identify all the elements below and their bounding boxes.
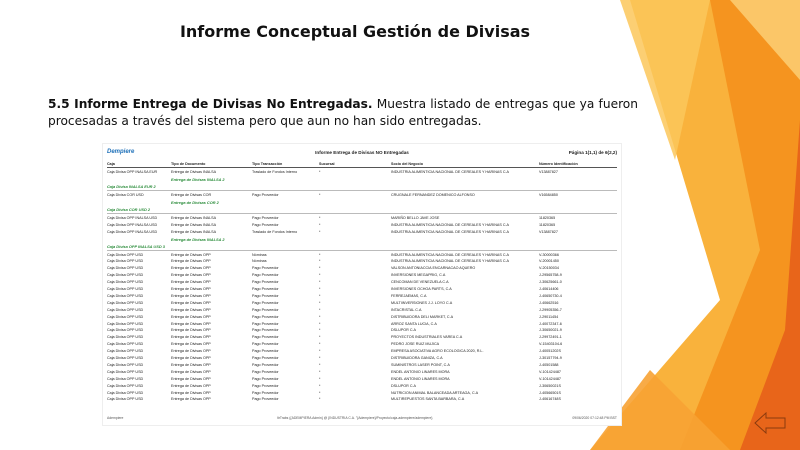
- table-cell: *: [319, 252, 321, 257]
- table-cell: J-30650021-9: [539, 328, 562, 333]
- table-cell: J-40662516: [539, 300, 559, 305]
- table-cell: Entrega de Divisas OPP: [171, 280, 211, 285]
- table-cell: Caja Divisa COR USD: [107, 192, 144, 197]
- table-cell: V13887827: [539, 229, 558, 234]
- table-cell: Entrega de Divisas OPP: [171, 390, 211, 395]
- footer-left: Adempiere: [107, 416, 124, 420]
- table-cell: Pago Proveedor: [252, 293, 279, 298]
- table-cell: Caja Divisa OPP USD: [107, 287, 144, 291]
- table-cell: 11820365: [539, 215, 556, 220]
- table-cell: Entrega de Divisas OPP: [171, 321, 211, 326]
- table-cell: Caja Divisa OPP USD: [107, 328, 144, 333]
- table-cell: V13887827: [539, 170, 558, 174]
- table-cell: Entrega de Divisas INALSA: [171, 229, 217, 234]
- table-cell: *: [319, 321, 321, 326]
- table-row: [107, 300, 617, 306]
- table-cell: J-30625661-0: [539, 280, 562, 285]
- table-cell: Caja Divisa OPP INALSA USD: [107, 215, 158, 220]
- table-row: [107, 286, 617, 292]
- table-cell: INVERSIONES MEGAPRIG, C.A: [391, 273, 446, 278]
- table-row: [107, 383, 617, 389]
- table-row: [107, 369, 617, 375]
- table-cell: Entrega de Divisas OPP: [171, 259, 211, 264]
- table-cell: Entrega de Divisas INALSA: [171, 215, 217, 220]
- table-row: [107, 272, 617, 278]
- table-row: [107, 215, 617, 221]
- header-divider: [107, 167, 617, 168]
- table-cell: V-30000366: [539, 252, 559, 257]
- table-cell: PEDRO JOSE RUIZ MUJICA: [391, 342, 440, 347]
- table-cell: *: [319, 397, 321, 402]
- group-label: Caja Divisa OPP INALSA USD 3: [107, 243, 165, 249]
- table-cell: INDUSTRIA ALIMENTICIA NACIONAL DE CEREALES Y HARINAS C.A: [391, 170, 509, 174]
- table-cell: Entrega de Divisas INALSA: [171, 222, 217, 227]
- table-cell: Caja Divisa OPP USD: [107, 321, 144, 326]
- table-cell: Caja Divisa OPP USD: [107, 335, 144, 340]
- table-cell: Entrega de Divisas OPP: [171, 369, 211, 374]
- table-cell: Entrega de Divisas OPP: [171, 356, 211, 360]
- table-row: [107, 321, 617, 327]
- table-cell: ENDEL ANTONIO LINARES MORA: [391, 376, 450, 381]
- table-row: [107, 222, 617, 228]
- table-cell: Pago Proveedor: [252, 335, 279, 340]
- report-brand-logo: Dempiere: [107, 149, 135, 155]
- table-cell: Caja Divisa OPP USD: [107, 314, 144, 319]
- table-cell: Entrega de Divisas OPP: [171, 328, 211, 333]
- group-divider: [107, 250, 617, 251]
- group-label: Caja Divisa INALSA EUR 2: [107, 183, 156, 189]
- table-row: [107, 341, 617, 347]
- table-cell: Caja Divisa OPP USD: [107, 383, 144, 388]
- table-cell: Caja Divisa OPP USD: [107, 266, 144, 271]
- arrow-left-icon[interactable]: [754, 412, 786, 434]
- table-row: [107, 307, 617, 313]
- table-cell: INTACRISTAL C.A: [391, 307, 422, 312]
- table-cell: PROYECTOS INDUSTRIALES VAREA C.A: [391, 335, 463, 340]
- table-cell: *: [319, 266, 321, 271]
- table-cell: Entrega de Divisas OPP: [171, 273, 211, 278]
- table-cell: Entrega de Divisas OPP: [171, 376, 211, 381]
- table-cell: *: [319, 376, 321, 381]
- table-cell: DSLUPOR C.A: [391, 328, 416, 333]
- table-cell: J-29905356-7: [539, 307, 562, 312]
- table-cell: *: [319, 328, 321, 333]
- table-cell: V-101424487: [539, 376, 561, 381]
- table-cell: Pago Proveedor: [252, 383, 279, 388]
- table-cell: CENCOMAN DE VENEZUELA C.A: [391, 280, 449, 285]
- table-cell: V-20150034: [539, 266, 559, 271]
- table-cell: Entrega de Divisas OPP: [171, 342, 211, 347]
- table-cell: J-40614406: [539, 287, 559, 291]
- table-cell: *: [319, 362, 321, 367]
- table-row: [107, 396, 617, 402]
- table-cell: Pago Proveedor: [252, 321, 279, 326]
- column-header: Caja: [107, 162, 115, 166]
- table-cell: DSLUPOR C.A: [391, 383, 416, 388]
- table-cell: Entrega de Divisas OPP: [171, 252, 211, 257]
- table-cell: Pago Proveedor: [252, 369, 279, 374]
- table-cell: Caja Divisa OPP USD: [107, 259, 144, 264]
- table-cell: *: [319, 300, 321, 305]
- footer-center: ltrTrabs ({ADEMPIERA Admin} @ {INDUSTRIA C.A. "{Adempiere}/Proyecto/caja-adempiere/adempiere}: [277, 416, 433, 420]
- table-cell: *: [319, 259, 321, 264]
- table-cell: Traslado de Fondos Interno: [252, 229, 298, 234]
- group-divider: [107, 190, 617, 191]
- table-cell: *: [319, 229, 321, 234]
- table-row: [107, 252, 617, 258]
- table-cell: Entrega de Divisas COR: [171, 192, 212, 197]
- subtotal-label: Entrega de Divisas INALSA 2: [171, 237, 225, 242]
- table-cell: *: [319, 273, 321, 278]
- table-cell: *: [319, 293, 321, 298]
- table-cell: DISTRIBUIDORA DELI MARKET, C.A: [391, 314, 454, 319]
- table-cell: Entrega de Divisas OPP: [171, 314, 211, 319]
- report-screenshot: [102, 143, 622, 426]
- table-cell: Entrega de Divisas OPP: [171, 383, 211, 388]
- table-cell: J-30650021S: [539, 383, 561, 388]
- table-cell: Caja Divisa OPP INALSA USD: [107, 222, 158, 227]
- table-cell: J-40566501S: [539, 390, 561, 395]
- table-cell: *: [319, 335, 321, 340]
- table-cell: J-29011454: [539, 314, 559, 319]
- table-cell: MULTIINVERSIONES J.J. LOYO C.A: [391, 300, 453, 305]
- table-cell: CRUGNALE FERNANDEZ DOMENICO ALFONSO: [391, 192, 475, 197]
- table-cell: INDUSTRIA ALIMENTICIA NACIONAL DE CEREALES Y HARINAS C.A: [391, 252, 509, 257]
- table-cell: Pago Proveedor: [252, 287, 279, 291]
- table-row: [107, 334, 617, 340]
- table-cell: V-101424487: [539, 369, 561, 374]
- subtotal-label: Entrega de Divisas INALSA 2: [171, 177, 225, 183]
- table-cell: Caja Divisa OPP USD: [107, 307, 144, 312]
- table-cell: Pago Proveedor: [252, 273, 279, 278]
- table-cell: Caja Divisa OPP USD: [107, 273, 144, 278]
- slide-title: Informe Conceptual Gestión de Divisas: [179, 22, 531, 41]
- section-paragraph: [48, 96, 638, 130]
- table-cell: Caja Divisa OPP USD: [107, 342, 144, 347]
- table-cell: Pago Proveedor: [252, 192, 279, 197]
- table-cell: INDUSTRIA ALIMENTICIA NACIONAL DE CEREALES Y HARINAS C.A: [391, 259, 509, 264]
- table-cell: Entrega de Divisas OPP: [171, 349, 211, 354]
- table-cell: Pago Proveedor: [252, 280, 279, 285]
- table-row: [107, 192, 617, 198]
- table-cell: Caja Divisa OPP USD: [107, 369, 144, 374]
- table-cell: *: [319, 192, 321, 197]
- column-header: Tipo Transacción: [252, 162, 283, 166]
- table-cell: J-40650730-4: [539, 293, 562, 298]
- table-cell: EMPRESA ASOCIATIVA AGRO ECOLOGICA 2020, R.L.: [391, 349, 484, 354]
- table-cell: Entrega de Divisas OPP: [171, 362, 211, 367]
- table-cell: Pago Proveedor: [252, 314, 279, 319]
- table-cell: Caja Divisa OPP USD: [107, 356, 144, 360]
- table-cell: ENDEL ANTONIO LINARES MORA: [391, 369, 450, 374]
- table-cell: 11820365: [539, 222, 556, 227]
- table-cell: SUMINISTROS LASER POINT, C.A: [391, 362, 450, 367]
- table-row: [107, 355, 617, 361]
- table-cell: Pago Proveedor: [252, 376, 279, 381]
- table-cell: Caja Divisa OPP INALSA USD: [107, 229, 158, 234]
- table-cell: *: [319, 314, 321, 319]
- group-divider: [107, 213, 617, 214]
- table-cell: Pago Proveedor: [252, 328, 279, 333]
- group-label: Caja Divisa COR USD 2: [107, 206, 151, 212]
- table-cell: Pago Proveedor: [252, 215, 279, 220]
- table-cell: Caja Divisa OPP USD: [107, 349, 144, 354]
- table-cell: Entrega de Divisas INALSA: [171, 170, 217, 174]
- table-row: [107, 258, 617, 264]
- table-cell: *: [319, 349, 321, 354]
- table-row: [107, 229, 617, 235]
- table-cell: Pago Proveedor: [252, 266, 279, 271]
- table-cell: *: [319, 356, 321, 360]
- table-cell: *: [319, 215, 321, 220]
- table-cell: Caja Divisa OPP INALSA EUR: [107, 170, 158, 174]
- table-cell: J-29565758-9: [539, 273, 562, 278]
- table-cell: *: [319, 390, 321, 395]
- footer-right: 09/06/2020 07:12:48 PM BST: [572, 416, 617, 420]
- table-cell: *: [319, 170, 321, 174]
- table-cell: Entrega de Divisas OPP: [171, 335, 211, 340]
- column-header: Tipo de Documento: [171, 162, 206, 166]
- section-heading: 5.5 Informe Entrega de Divisas No Entregadas.: [48, 97, 373, 111]
- table-cell: MULTIREPUESTOS SANTA BARBARA, C.A: [391, 397, 465, 402]
- table-cell: Nóminas: [252, 252, 267, 257]
- table-cell: Traslado de Fondos Interno: [252, 170, 298, 174]
- table-row: [107, 293, 617, 299]
- table-cell: Caja Divisa OPP USD: [107, 293, 144, 298]
- table-cell: V-20001450: [539, 259, 559, 264]
- table-cell: INDUSTRIA ALIMENTICIA NACIONAL DE CEREALES Y HARINAS C.A: [391, 229, 509, 234]
- report-page-number: Página 1(1,1) de 6(2,2): [568, 150, 617, 155]
- table-cell: Caja Divisa OPP USD: [107, 390, 144, 395]
- table-cell: *: [319, 383, 321, 388]
- table-row: [107, 169, 617, 175]
- column-header: Número Identificación: [539, 162, 578, 166]
- column-header: Sucursal: [319, 162, 335, 166]
- table-cell: V-15403104-6: [539, 342, 563, 347]
- table-cell: J-40072347-6: [539, 321, 562, 326]
- table-row: [107, 376, 617, 382]
- table-cell: J-40501588: [539, 362, 559, 367]
- table-row: [107, 348, 617, 354]
- table-cell: Entrega de Divisas OPP: [171, 266, 211, 271]
- table-cell: J-30157794-9: [539, 356, 562, 360]
- table-cell: *: [319, 222, 321, 227]
- table-cell: Pago Proveedor: [252, 307, 279, 312]
- table-cell: Pago Proveedor: [252, 222, 279, 227]
- table-cell: Entrega de Divisas OPP: [171, 293, 211, 298]
- table-cell: ARROZ SANTA LUCIA, C.A: [391, 321, 437, 326]
- subtotal-label: Entrega de Divisas COR 2: [171, 200, 219, 206]
- table-row: [107, 362, 617, 368]
- column-header: Socio del Negocio: [391, 162, 423, 166]
- table-cell: Entrega de Divisas OPP: [171, 300, 211, 305]
- table-cell: DISTRIBUIDORA GANIZA, C.A: [391, 356, 443, 360]
- table-cell: J-29972491-1: [539, 335, 562, 340]
- table-cell: Entrega de Divisas OPP: [171, 287, 211, 291]
- table-cell: J-40616748S: [539, 397, 561, 402]
- table-cell: NUTRICION ANIMAL BALANCEADA ARTEAGA, C.A: [391, 390, 479, 395]
- table-cell: MARIÑO BELLO JAVE JOSE: [391, 215, 440, 220]
- table-cell: Caja Divisa OPP USD: [107, 300, 144, 305]
- table-cell: Pago Proveedor: [252, 342, 279, 347]
- table-cell: *: [319, 369, 321, 374]
- table-cell: Pago Proveedor: [252, 349, 279, 354]
- report-footer: [107, 415, 617, 421]
- table-cell: J-40051202S: [539, 349, 561, 354]
- section-description: Muestra listado de entregas que ya fueron procesadas a través del sistema pero que aun no han sido entregadas.: [48, 97, 638, 128]
- table-cell: Caja Divisa OPP USD: [107, 362, 144, 367]
- table-cell: Pago Proveedor: [252, 397, 279, 402]
- table-cell: Caja Divisa OPP USD: [107, 252, 144, 257]
- table-cell: Pago Proveedor: [252, 300, 279, 305]
- table-cell: Caja Divisa OPP USD: [107, 376, 144, 381]
- table-cell: Entrega de Divisas OPP: [171, 397, 211, 402]
- table-row: [107, 265, 617, 271]
- table-cell: Caja Divisa OPP USD: [107, 397, 144, 402]
- table-cell: Pago Proveedor: [252, 356, 279, 360]
- table-cell: *: [319, 280, 321, 285]
- table-cell: V16584850: [539, 192, 558, 197]
- table-cell: FERREJAEMAS, C.A: [391, 293, 427, 298]
- table-row: [107, 390, 617, 396]
- table-cell: *: [319, 342, 321, 347]
- table-row: [107, 314, 617, 320]
- table-cell: Nóminas: [252, 259, 267, 264]
- table-cell: Entrega de Divisas OPP: [171, 307, 211, 312]
- table-cell: VALSON ANTONIACCIA ENCARNACAO AQUERO: [391, 266, 476, 271]
- table-cell: *: [319, 307, 321, 312]
- table-cell: Pago Proveedor: [252, 390, 279, 395]
- table-cell: Caja Divisa OPP USD: [107, 280, 144, 285]
- table-cell: Pago Proveedor: [252, 362, 279, 367]
- report-title: Informe Entrega de Divisas NO Entregadas: [315, 150, 409, 155]
- table-cell: INDUSTRIA ALIMENTICIA NACIONAL DE CEREALES Y HARINAS C.A: [391, 222, 509, 227]
- table-cell: INVERSIONES OCHOA PARTS, C.A: [391, 287, 452, 291]
- table-row: [107, 279, 617, 285]
- table-row: [107, 327, 617, 333]
- report-header: [107, 149, 617, 159]
- table-cell: *: [319, 287, 321, 291]
